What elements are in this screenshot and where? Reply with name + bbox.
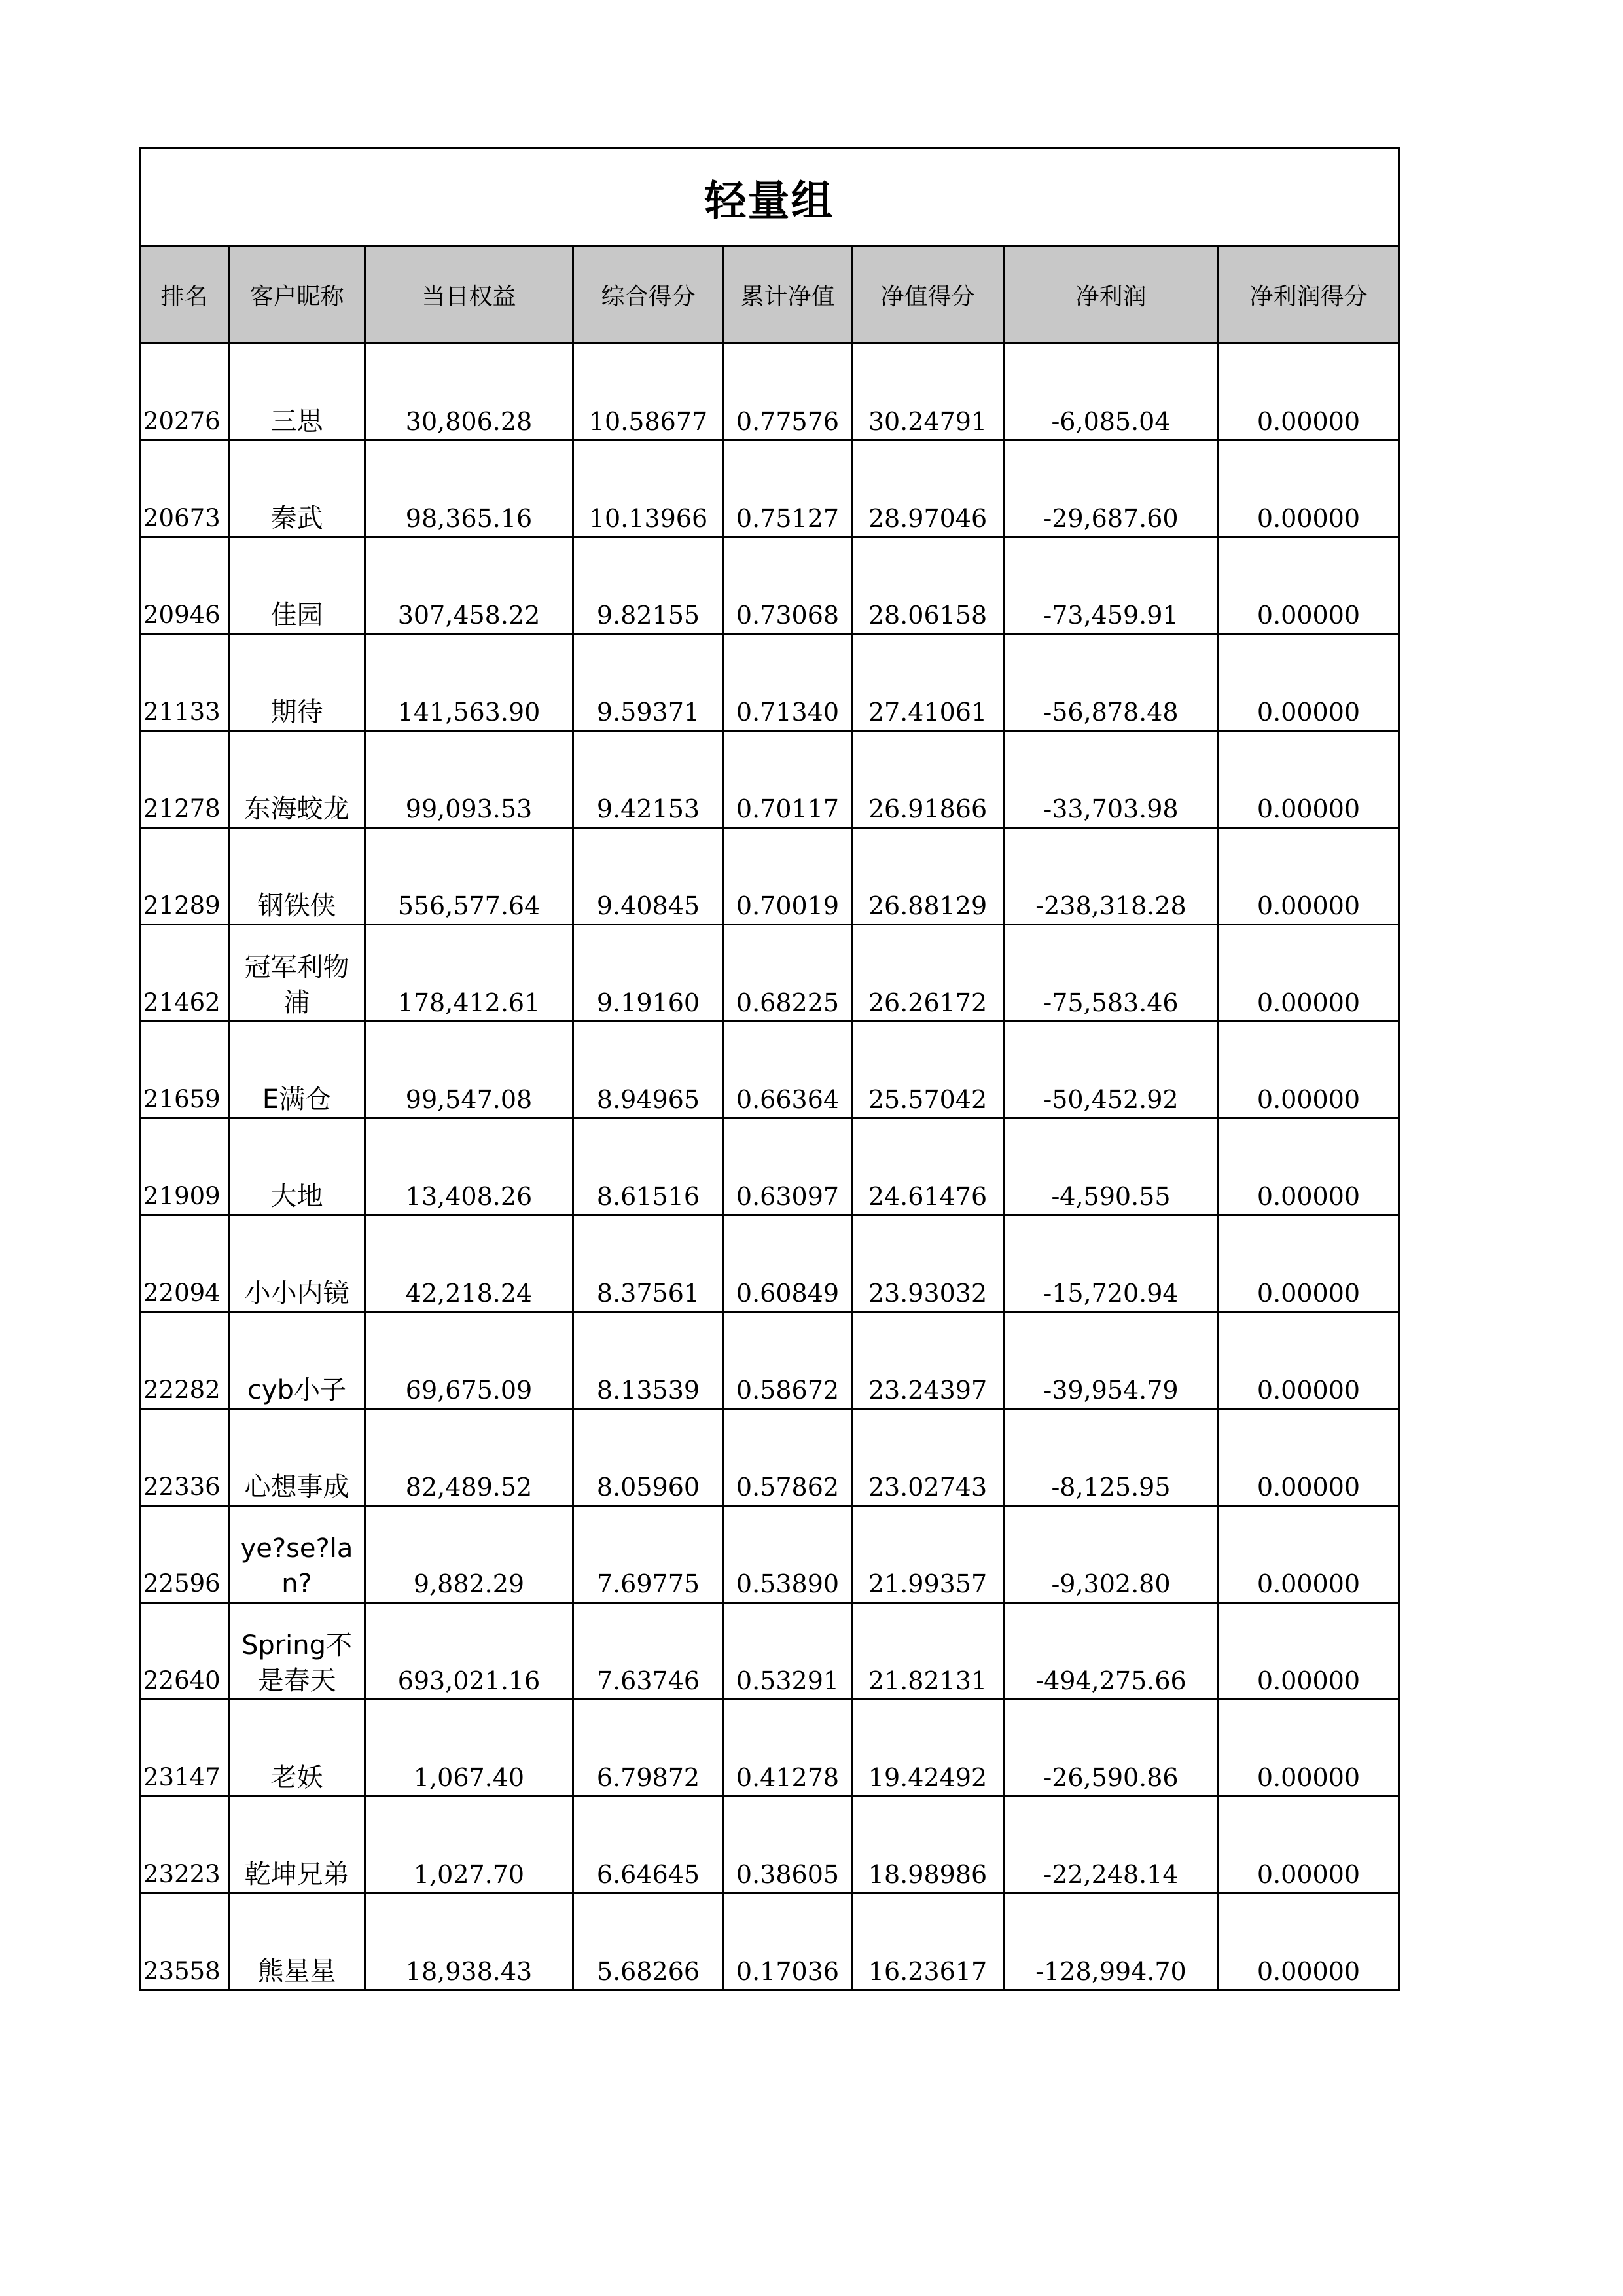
cell-rank: 23558 [140, 1893, 229, 1990]
cell-profit: -9,302.80 [1004, 1506, 1219, 1603]
header-row [140, 247, 1399, 344]
cell-nav: 0.53890 [724, 1506, 852, 1603]
cell-profit: -33,703.98 [1004, 731, 1219, 828]
header-equity: 当日权益 [365, 247, 573, 344]
cell-nav-score: 26.91866 [852, 731, 1004, 828]
cell-score: 6.64645 [573, 1797, 724, 1893]
cell-profit-score: 0.00000 [1219, 1700, 1399, 1797]
cell-score: 7.63746 [573, 1603, 724, 1700]
cell-profit-score: 0.00000 [1219, 1797, 1399, 1893]
cell-profit: -494,275.66 [1004, 1603, 1219, 1700]
cell-profit: -6,085.04 [1004, 344, 1219, 440]
cell-nickname: cyb小子 [229, 1312, 365, 1409]
cell-nav: 0.73068 [724, 537, 852, 634]
cell-score: 5.68266 [573, 1893, 724, 1990]
cell-nickname: 钢铁侠 [229, 828, 365, 925]
cell-equity: 69,675.09 [365, 1312, 573, 1409]
cell-nickname: 乾坤兄弟 [229, 1797, 365, 1893]
cell-nav-score: 28.06158 [852, 537, 1004, 634]
cell-equity: 556,577.64 [365, 828, 573, 925]
cell-equity: 18,938.43 [365, 1893, 573, 1990]
cell-nav-score: 19.42492 [852, 1700, 1004, 1797]
cell-profit: -128,994.70 [1004, 1893, 1219, 1990]
table-row [140, 1215, 1399, 1312]
cell-equity: 30,806.28 [365, 344, 573, 440]
cell-nickname: E满仓 [229, 1022, 365, 1119]
table-row [140, 1603, 1399, 1700]
cell-nickname: 冠军利物浦 [229, 925, 365, 1022]
cell-nav-score: 23.02743 [852, 1409, 1004, 1506]
cell-equity: 98,365.16 [365, 440, 573, 537]
cell-equity: 82,489.52 [365, 1409, 573, 1506]
cell-rank: 21462 [140, 925, 229, 1022]
cell-score: 9.42153 [573, 731, 724, 828]
cell-score: 8.13539 [573, 1312, 724, 1409]
header-score: 综合得分 [573, 247, 724, 344]
cell-score: 8.05960 [573, 1409, 724, 1506]
cell-profit: -8,125.95 [1004, 1409, 1219, 1506]
cell-rank: 21278 [140, 731, 229, 828]
table-row [140, 731, 1399, 828]
table-row [140, 1119, 1399, 1215]
cell-nav: 0.17036 [724, 1893, 852, 1990]
cell-rank: 23147 [140, 1700, 229, 1797]
cell-rank: 22094 [140, 1215, 229, 1312]
cell-equity: 9,882.29 [365, 1506, 573, 1603]
table-row [140, 634, 1399, 731]
cell-score: 6.79872 [573, 1700, 724, 1797]
cell-rank: 21909 [140, 1119, 229, 1215]
title-row [140, 149, 1399, 247]
table-row [140, 1506, 1399, 1603]
cell-profit-score: 0.00000 [1219, 1312, 1399, 1409]
cell-nav: 0.70019 [724, 828, 852, 925]
cell-nav-score: 28.97046 [852, 440, 1004, 537]
cell-rank: 21289 [140, 828, 229, 925]
header-nickname: 客户昵称 [229, 247, 365, 344]
cell-profit-score: 0.00000 [1219, 440, 1399, 537]
cell-rank: 21659 [140, 1022, 229, 1119]
table-row [140, 1022, 1399, 1119]
cell-profit: -29,687.60 [1004, 440, 1219, 537]
cell-nav-score: 23.24397 [852, 1312, 1004, 1409]
cell-profit: -75,583.46 [1004, 925, 1219, 1022]
cell-nickname: 心想事成 [229, 1409, 365, 1506]
table-row [140, 440, 1399, 537]
cell-nav: 0.53291 [724, 1603, 852, 1700]
cell-profit: -73,459.91 [1004, 537, 1219, 634]
cell-nickname: 小小内镜 [229, 1215, 365, 1312]
cell-equity: 141,563.90 [365, 634, 573, 731]
cell-nav-score: 30.24791 [852, 344, 1004, 440]
cell-rank: 20673 [140, 440, 229, 537]
cell-profit-score: 0.00000 [1219, 828, 1399, 925]
cell-rank: 22282 [140, 1312, 229, 1409]
cell-nav-score: 18.98986 [852, 1797, 1004, 1893]
table-title: 轻量组 [140, 149, 1399, 247]
cell-rank: 22336 [140, 1409, 229, 1506]
cell-nav-score: 27.41061 [852, 634, 1004, 731]
cell-nav: 0.71340 [724, 634, 852, 731]
cell-nav: 0.75127 [724, 440, 852, 537]
cell-profit: -50,452.92 [1004, 1022, 1219, 1119]
cell-nickname: 大地 [229, 1119, 365, 1215]
table-row [140, 1797, 1399, 1893]
cell-nav: 0.63097 [724, 1119, 852, 1215]
cell-nickname: 期待 [229, 634, 365, 731]
cell-nickname: 佳园 [229, 537, 365, 634]
cell-nav-score: 26.26172 [852, 925, 1004, 1022]
ranking-table [139, 147, 1400, 1991]
cell-rank: 22640 [140, 1603, 229, 1700]
cell-nickname: 秦武 [229, 440, 365, 537]
cell-profit-score: 0.00000 [1219, 634, 1399, 731]
cell-score: 9.59371 [573, 634, 724, 731]
cell-rank: 20276 [140, 344, 229, 440]
cell-nav-score: 23.93032 [852, 1215, 1004, 1312]
cell-profit-score: 0.00000 [1219, 1409, 1399, 1506]
table-row [140, 1409, 1399, 1506]
cell-rank: 21133 [140, 634, 229, 731]
cell-equity: 693,021.16 [365, 1603, 573, 1700]
cell-profit-score: 0.00000 [1219, 1893, 1399, 1990]
header-rank: 排名 [140, 247, 229, 344]
cell-profit-score: 0.00000 [1219, 731, 1399, 828]
cell-score: 9.40845 [573, 828, 724, 925]
cell-nav-score: 16.23617 [852, 1893, 1004, 1990]
cell-score: 8.37561 [573, 1215, 724, 1312]
cell-nav: 0.58672 [724, 1312, 852, 1409]
cell-profit: -4,590.55 [1004, 1119, 1219, 1215]
cell-profit-score: 0.00000 [1219, 1506, 1399, 1603]
cell-nickname: 三思 [229, 344, 365, 440]
cell-equity: 42,218.24 [365, 1215, 573, 1312]
cell-nav-score: 24.61476 [852, 1119, 1004, 1215]
cell-nav: 0.38605 [724, 1797, 852, 1893]
cell-nickname: 熊星星 [229, 1893, 365, 1990]
cell-equity: 178,412.61 [365, 925, 573, 1022]
cell-equity: 13,408.26 [365, 1119, 573, 1215]
table-row [140, 1893, 1399, 1990]
table-row [140, 1700, 1399, 1797]
table-row [140, 828, 1399, 925]
cell-nickname: Spring不是春天 [229, 1603, 365, 1700]
cell-nav: 0.66364 [724, 1022, 852, 1119]
cell-equity: 1,027.70 [365, 1797, 573, 1893]
cell-nickname: ye?se?lan? [229, 1506, 365, 1603]
table-row [140, 344, 1399, 440]
cell-rank: 20946 [140, 537, 229, 634]
cell-nickname: 东海蛟龙 [229, 731, 365, 828]
cell-profit: -15,720.94 [1004, 1215, 1219, 1312]
header-profit: 净利润 [1004, 247, 1219, 344]
table-row [140, 537, 1399, 634]
cell-profit-score: 0.00000 [1219, 1022, 1399, 1119]
cell-profit-score: 0.00000 [1219, 344, 1399, 440]
cell-rank: 23223 [140, 1797, 229, 1893]
cell-profit-score: 0.00000 [1219, 925, 1399, 1022]
cell-equity: 1,067.40 [365, 1700, 573, 1797]
cell-nav: 0.68225 [724, 925, 852, 1022]
cell-profit-score: 0.00000 [1219, 1603, 1399, 1700]
cell-nickname: 老妖 [229, 1700, 365, 1797]
cell-profit: -56,878.48 [1004, 634, 1219, 731]
cell-score: 10.13966 [573, 440, 724, 537]
cell-profit-score: 0.00000 [1219, 1215, 1399, 1312]
cell-profit: -26,590.86 [1004, 1700, 1219, 1797]
cell-nav: 0.70117 [724, 731, 852, 828]
cell-nav-score: 21.99357 [852, 1506, 1004, 1603]
header-nav-score: 净值得分 [852, 247, 1004, 344]
cell-nav-score: 26.88129 [852, 828, 1004, 925]
cell-nav-score: 21.82131 [852, 1603, 1004, 1700]
cell-nav-score: 25.57042 [852, 1022, 1004, 1119]
cell-nav: 0.77576 [724, 344, 852, 440]
cell-score: 8.61516 [573, 1119, 724, 1215]
table-body [140, 344, 1399, 1990]
cell-nav: 0.41278 [724, 1700, 852, 1797]
header-nav: 累计净值 [724, 247, 852, 344]
cell-profit-score: 0.00000 [1219, 537, 1399, 634]
cell-score: 7.69775 [573, 1506, 724, 1603]
cell-nav: 0.60849 [724, 1215, 852, 1312]
cell-profit: -238,318.28 [1004, 828, 1219, 925]
cell-profit-score: 0.00000 [1219, 1119, 1399, 1215]
table-row [140, 925, 1399, 1022]
table-row [140, 1312, 1399, 1409]
cell-score: 9.82155 [573, 537, 724, 634]
cell-profit: -22,248.14 [1004, 1797, 1219, 1893]
cell-equity: 99,093.53 [365, 731, 573, 828]
cell-profit: -39,954.79 [1004, 1312, 1219, 1409]
cell-nav: 0.57862 [724, 1409, 852, 1506]
cell-rank: 22596 [140, 1506, 229, 1603]
cell-equity: 99,547.08 [365, 1022, 573, 1119]
cell-score: 9.19160 [573, 925, 724, 1022]
cell-equity: 307,458.22 [365, 537, 573, 634]
header-profit-score: 净利润得分 [1219, 247, 1399, 344]
cell-score: 8.94965 [573, 1022, 724, 1119]
cell-score: 10.58677 [573, 344, 724, 440]
